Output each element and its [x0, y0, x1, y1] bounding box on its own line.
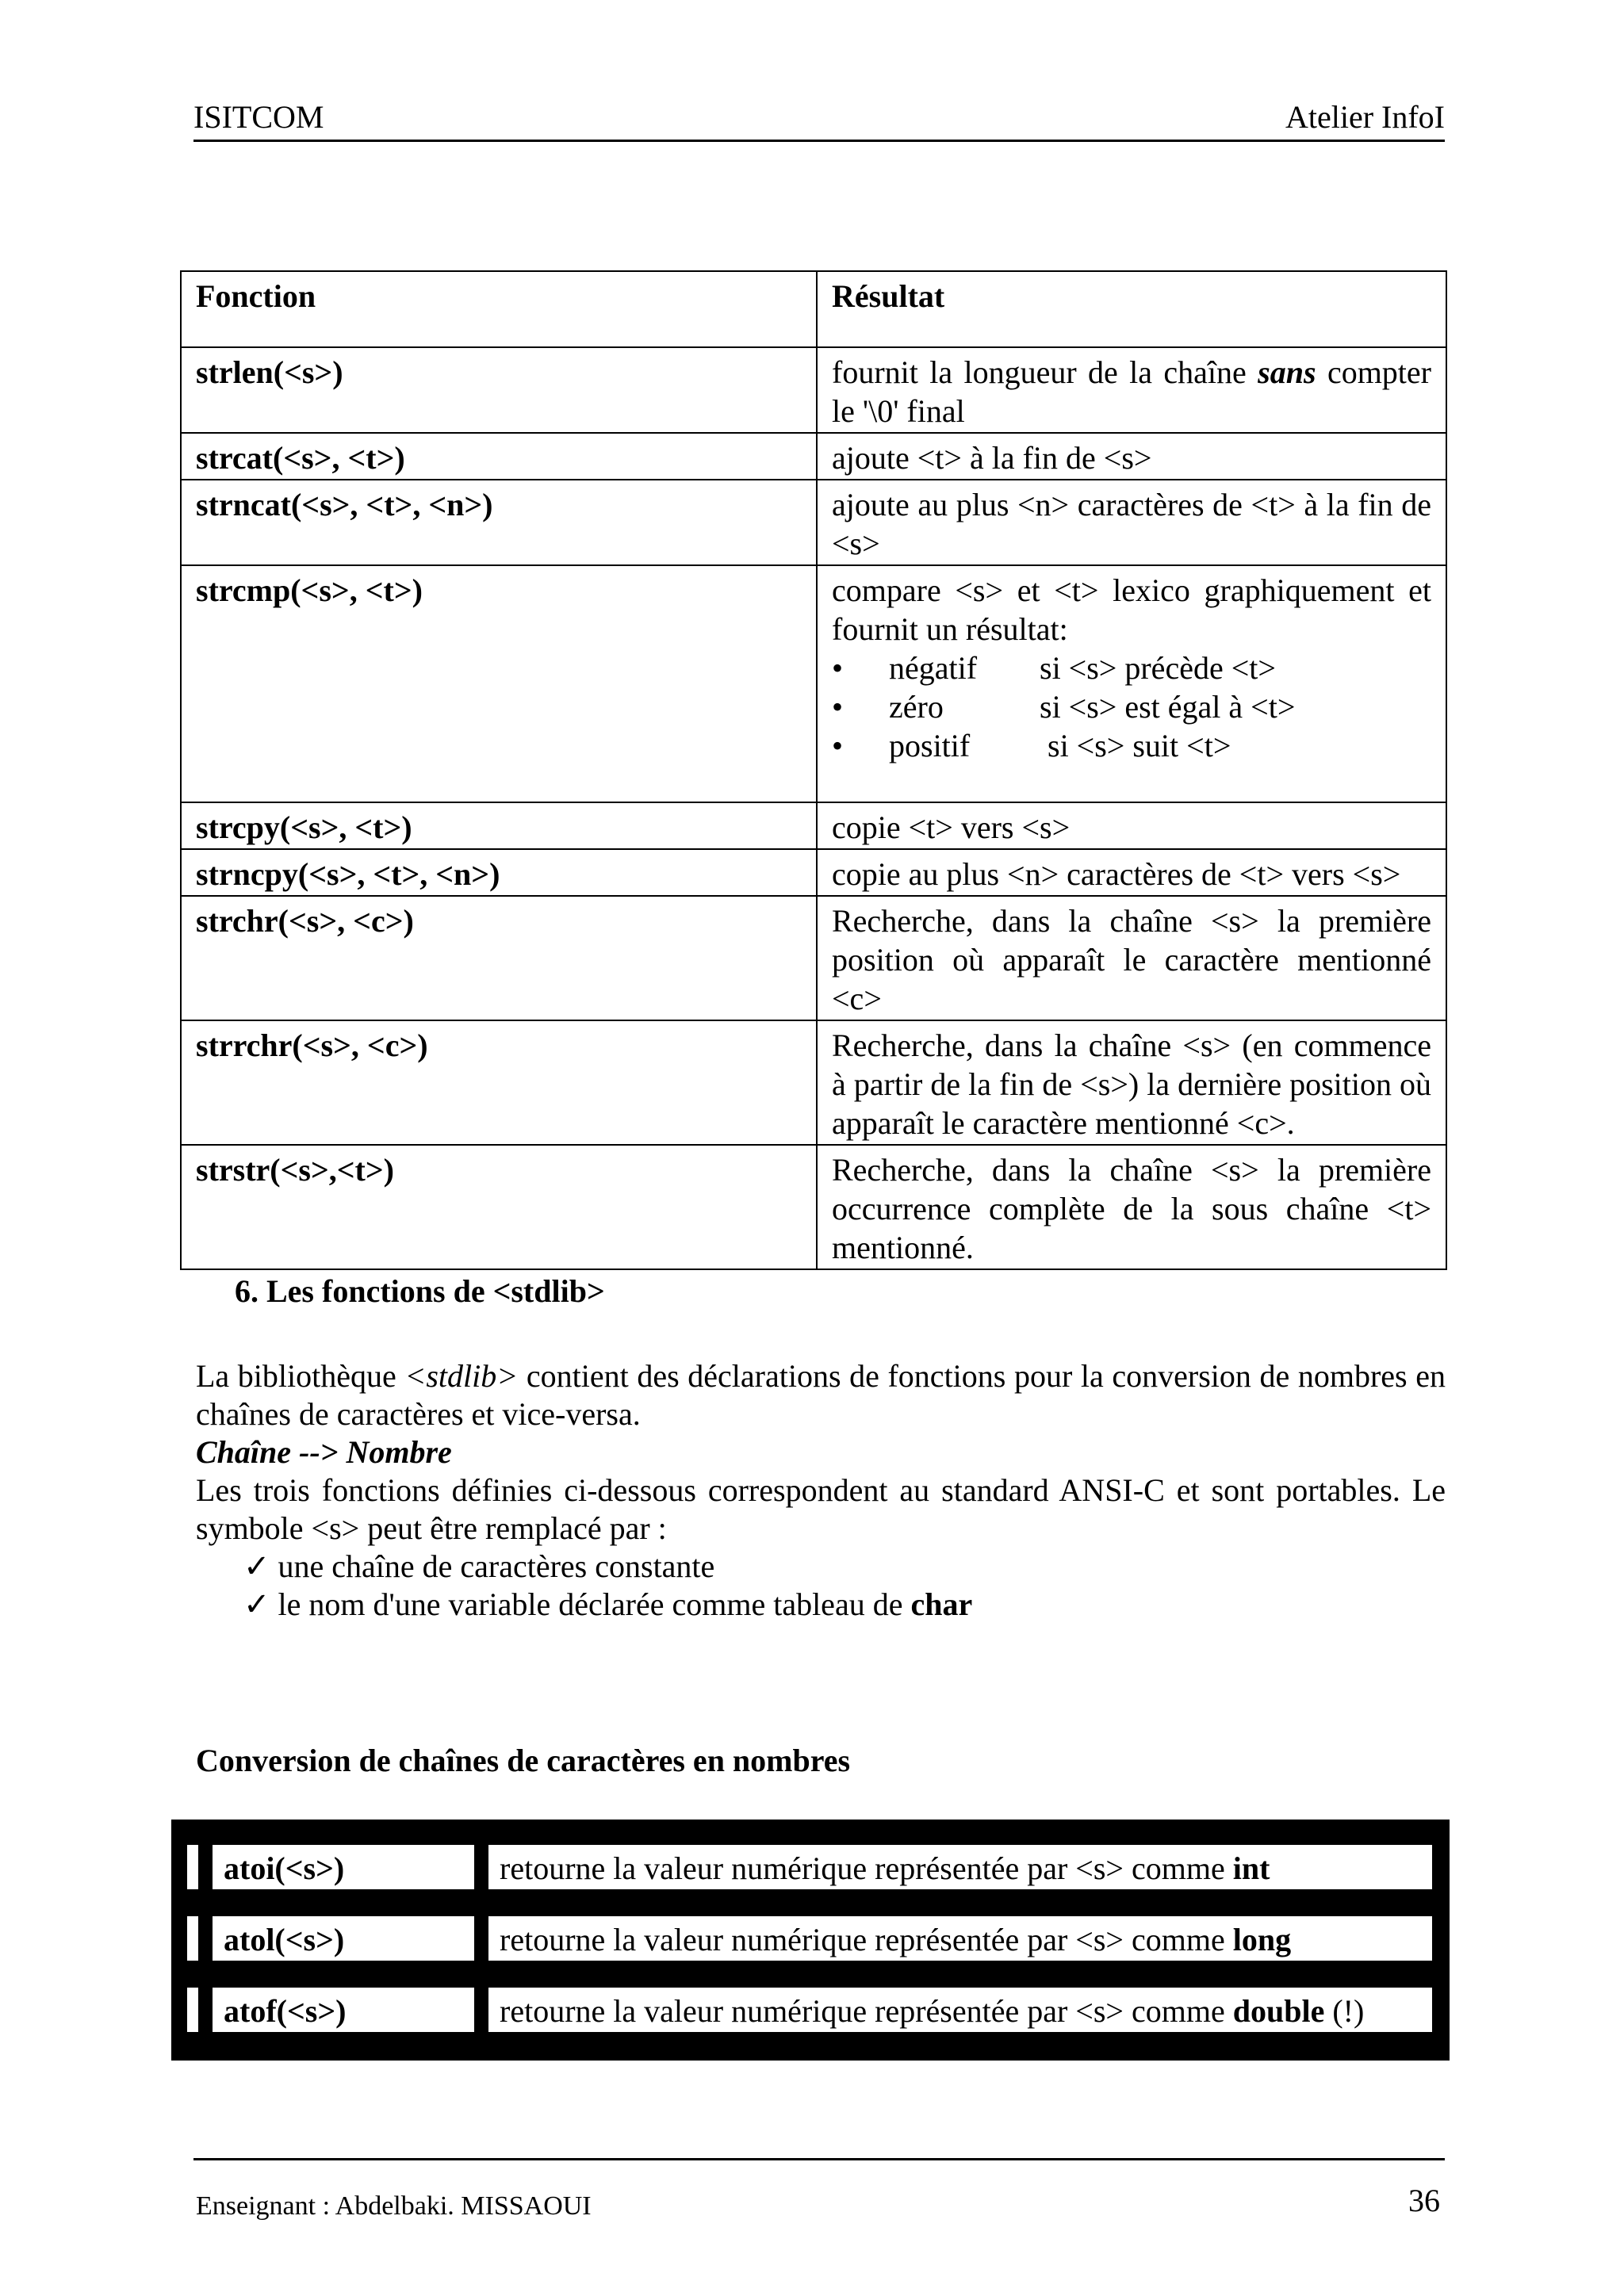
function-name: strchr(<s>, <c>)	[181, 896, 817, 1020]
table-header-row	[181, 271, 1446, 347]
function-name: strcpy(<s>, <t>)	[181, 802, 817, 849]
table-row	[181, 849, 1446, 896]
function-name: strncat(<s>, <t>, <n>)	[181, 480, 817, 565]
bullet-item: • négatif si <s> précède <t>	[832, 650, 1276, 686]
page-header	[193, 92, 1445, 142]
function-name: strstr(<s>,<t>)	[181, 1145, 817, 1269]
description-cell: retourne la valeur numérique représentée par <s> comme int	[485, 1842, 1435, 1892]
footer-teacher: Enseignant : Abdelbaki. MISSAOUI	[196, 2191, 592, 2221]
function-cell: atof(<s>)	[209, 1984, 477, 2035]
header-resultat: Résultat	[817, 271, 1446, 347]
bullet-item: • positif si <s> suit <t>	[832, 728, 1231, 763]
row-marker	[184, 1913, 201, 1964]
function-cell: atol(<s>)	[209, 1913, 477, 1964]
list-item: ✓ une chaîne de caractères constante	[243, 1548, 715, 1584]
table-row	[181, 1145, 1446, 1269]
footer-divider	[193, 2158, 1445, 2160]
table-row	[181, 896, 1446, 1020]
function-result: fournit la longueur de la chaîne sans compter le '\0' final	[817, 347, 1446, 433]
section-body	[196, 1357, 1446, 1624]
function-name: strcat(<s>, <t>)	[181, 433, 817, 480]
table-row	[184, 1907, 1437, 1962]
row-marker	[184, 1984, 201, 2035]
table-row	[184, 1835, 1437, 1891]
page-number: 36	[1408, 2183, 1440, 2218]
string-functions-table	[180, 270, 1447, 1270]
header-course: Atelier InfoI	[1285, 99, 1445, 135]
table-row	[181, 433, 1446, 480]
conversion-heading: Conversion de chaînes de caractères en nombres	[196, 1743, 851, 1778]
table-row	[184, 1978, 1437, 2034]
function-name: strncpy(<s>, <t>, <n>)	[181, 849, 817, 896]
header-fonction: Fonction	[181, 271, 817, 347]
table-row	[181, 347, 1446, 433]
check-list	[196, 1548, 1446, 1624]
function-name: strlen(<s>)	[181, 347, 817, 433]
subheading: Chaîne --> Nombre	[196, 1434, 452, 1470]
function-result: ajoute au plus <n> caractères de <t> à la fin de <s>	[817, 480, 1446, 565]
description-cell: retourne la valeur numérique représentée par <s> comme long	[485, 1913, 1435, 1964]
function-cell: atoi(<s>)	[209, 1842, 477, 1892]
checkmark-icon: ✓	[243, 1548, 270, 1584]
function-result: Recherche, dans la chaîne <s> la première occurrence complète de la sous chaîne <t> mentionné.	[817, 1145, 1446, 1269]
table-row	[181, 565, 1446, 802]
checkmark-icon: ✓	[243, 1586, 270, 1622]
function-result: Recherche, dans la chaîne <s> (en commence à partir de la fin de <s>) la dernière position où apparaît le caractère mentionné <c>.	[817, 1020, 1446, 1145]
function-result: copie <t> vers <s>	[817, 802, 1446, 849]
function-name: strrchr(<s>, <c>)	[181, 1020, 817, 1145]
header-institution: ISITCOM	[193, 99, 324, 135]
emphasis-sans: sans	[1258, 354, 1316, 390]
function-name: strcmp(<s>, <t>)	[181, 565, 817, 802]
bullet-item: • zéro si <s> est égal à <t>	[832, 689, 1296, 725]
function-result: compare <s> et <t> lexico graphiquement et fournit un résultat: • négatif si <s> précède <t> • zéro si <s> est égal à <t> • positif si <s> suit <t>	[817, 565, 1446, 802]
conversion-table	[171, 1820, 1450, 2061]
table-row	[181, 480, 1446, 565]
description-cell: retourne la valeur numérique représentée par <s> comme double (!)	[485, 1984, 1435, 2035]
table-row	[181, 1020, 1446, 1145]
table-row	[181, 802, 1446, 849]
section-heading: 6. Les fonctions de <stdlib>	[235, 1273, 605, 1309]
description-paragraph: Les trois fonctions définies ci-dessous correspondent au standard ANSI-C et sont portables. Le symbole <s> peut être remplacé par :	[196, 1472, 1446, 1546]
function-result: ajoute <t> à la fin de <s>	[817, 433, 1446, 480]
list-item: ✓ le nom d'une variable déclarée comme tableau de char	[243, 1586, 973, 1622]
intro-paragraph: La bibliothèque <stdlib> contient des déclarations de fonctions pour la conversion de nombres en chaînes de caractères et vice-versa.	[196, 1358, 1446, 1432]
function-result: copie au plus <n> caractères de <t> vers <s>	[817, 849, 1446, 896]
row-marker	[184, 1842, 201, 1892]
function-result: Recherche, dans la chaîne <s> la première position où apparaît le caractère mentionné <c>	[817, 896, 1446, 1020]
